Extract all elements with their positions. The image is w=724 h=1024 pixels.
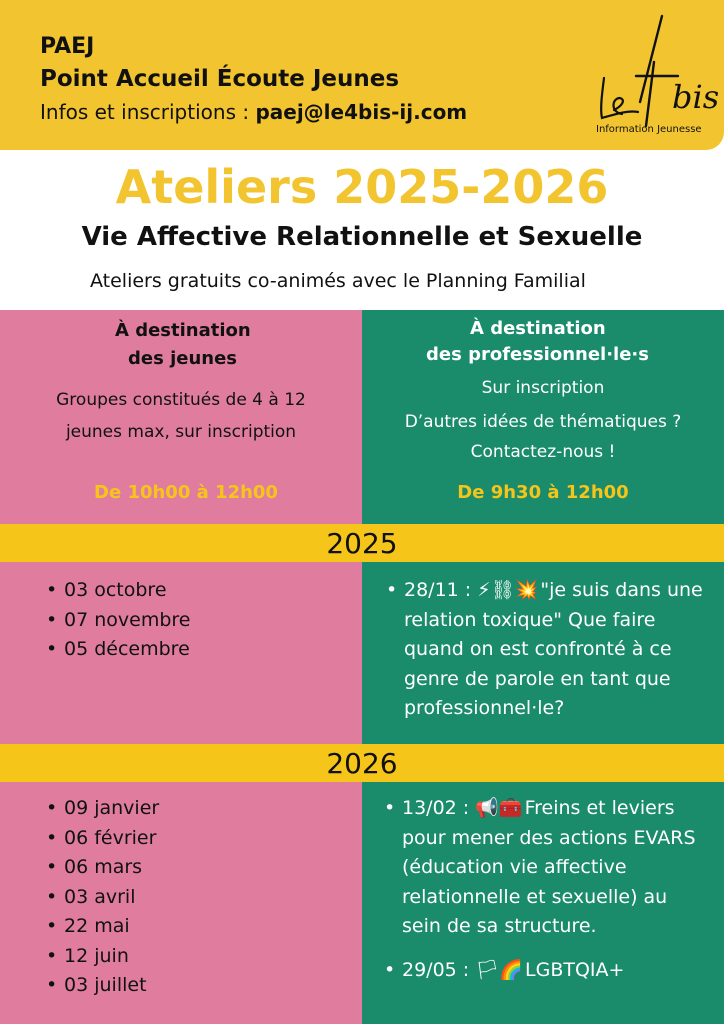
le4bis-logo (592, 14, 720, 140)
list-item: • 12 juin (46, 942, 159, 972)
org-short-name: PAEJ (40, 34, 95, 59)
list-item: • 22 mai (46, 912, 159, 942)
youth-desc-line1: Groupes constitués de 4 à 12 (56, 390, 306, 410)
contact-label: Infos et inscriptions : (40, 100, 256, 124)
session-title-line2: relation toxique" Que faire (404, 608, 656, 631)
list-item (386, 576, 722, 724)
contact-email-link[interactable]: paej@le4bis-ij.com (255, 100, 468, 124)
page-subtitle: Vie Affective Relationnelle et Sexuelle (81, 222, 643, 252)
session-title-line3: quand on est confronté à ce (404, 638, 672, 660)
pros-desc-line1: Sur inscription (481, 378, 605, 398)
logo-bis-text: bis (672, 78, 720, 116)
session-date: 28/11 : (404, 579, 478, 601)
session-title-line4: relationnelle et sexuelle) au (402, 885, 668, 908)
youth-info-panel (0, 310, 362, 524)
flag-rainbow-icon: 🏳🌈 (475, 958, 524, 981)
session-title-line1: "je suis dans une (540, 579, 703, 601)
pros-heading-line1: À destination (470, 318, 606, 339)
logo-tagline: Information Jeunesse (596, 124, 702, 135)
pros-2026-panel (362, 782, 724, 1024)
pros-info-panel (362, 310, 724, 524)
pros-desc-line2: D’autres idées de thématiques ? (404, 412, 682, 432)
list-item: • 06 février (46, 824, 159, 854)
pros-desc-line3: Contactez-nous ! (470, 442, 616, 462)
youth-2026-date-list (46, 794, 159, 1001)
list-item: • 03 juillet (46, 971, 159, 1001)
megaphone-toolbox-icon: 📢🧰 (475, 797, 523, 819)
session-date: 13/02 : (402, 797, 476, 819)
session-title-line3: (éducation vie affective (402, 856, 627, 878)
year-2025-label: 2025 (326, 526, 398, 560)
youth-time: De 10h00 à 12h00 (94, 482, 278, 503)
youth-2025-panel (0, 562, 362, 744)
pros-heading-line2: des professionnel·le·s (426, 344, 649, 365)
tagline: Ateliers gratuits co-animés avec le Planning Familial (90, 270, 586, 292)
year-2026-band (0, 744, 724, 782)
pros-time: De 9h30 à 12h00 (457, 482, 629, 503)
list-item: • 05 décembre (46, 635, 190, 665)
page-title: Ateliers 2025-2026 (115, 160, 609, 214)
session-title-line5: sein de sa structure. (402, 915, 597, 937)
youth-heading-line1: À destination (115, 320, 251, 341)
list-item (384, 956, 722, 986)
session-title-line5: professionnel·le? (404, 697, 565, 719)
list-item: • 09 janvier (46, 794, 159, 824)
list-item: • 03 avril (46, 883, 159, 913)
youth-2026-panel (0, 782, 362, 1024)
list-item: • 03 octobre (46, 576, 190, 606)
session-title-line2: pour mener des actions EVARS (402, 826, 696, 849)
header-banner (0, 0, 724, 150)
org-full-name: Point Accueil Écoute Jeunes (40, 66, 400, 92)
list-item: • 06 mars (46, 853, 159, 883)
session-title: LGBTQIA+ (525, 958, 625, 981)
list-item (384, 794, 722, 942)
lightning-chain-explosion-icon: ⚡⛓💥 (477, 579, 539, 601)
session-title-line4: genre de parole en tant que (404, 667, 671, 690)
youth-desc-line2: jeunes max, sur inscription (65, 422, 297, 442)
youth-2025-date-list (46, 576, 190, 665)
contact-line (40, 100, 467, 124)
session-title-line1: Freins et leviers (524, 797, 675, 819)
pros-2026-session-list (384, 794, 722, 985)
year-2025-band (0, 524, 724, 562)
pros-2025-panel (362, 562, 724, 744)
session-date: 29/05 : (402, 958, 476, 981)
pros-2025-session-list (386, 576, 722, 724)
list-item: • 07 novembre (46, 606, 190, 636)
year-2026-label: 2026 (326, 746, 398, 780)
youth-heading-line2: des jeunes (128, 348, 238, 369)
